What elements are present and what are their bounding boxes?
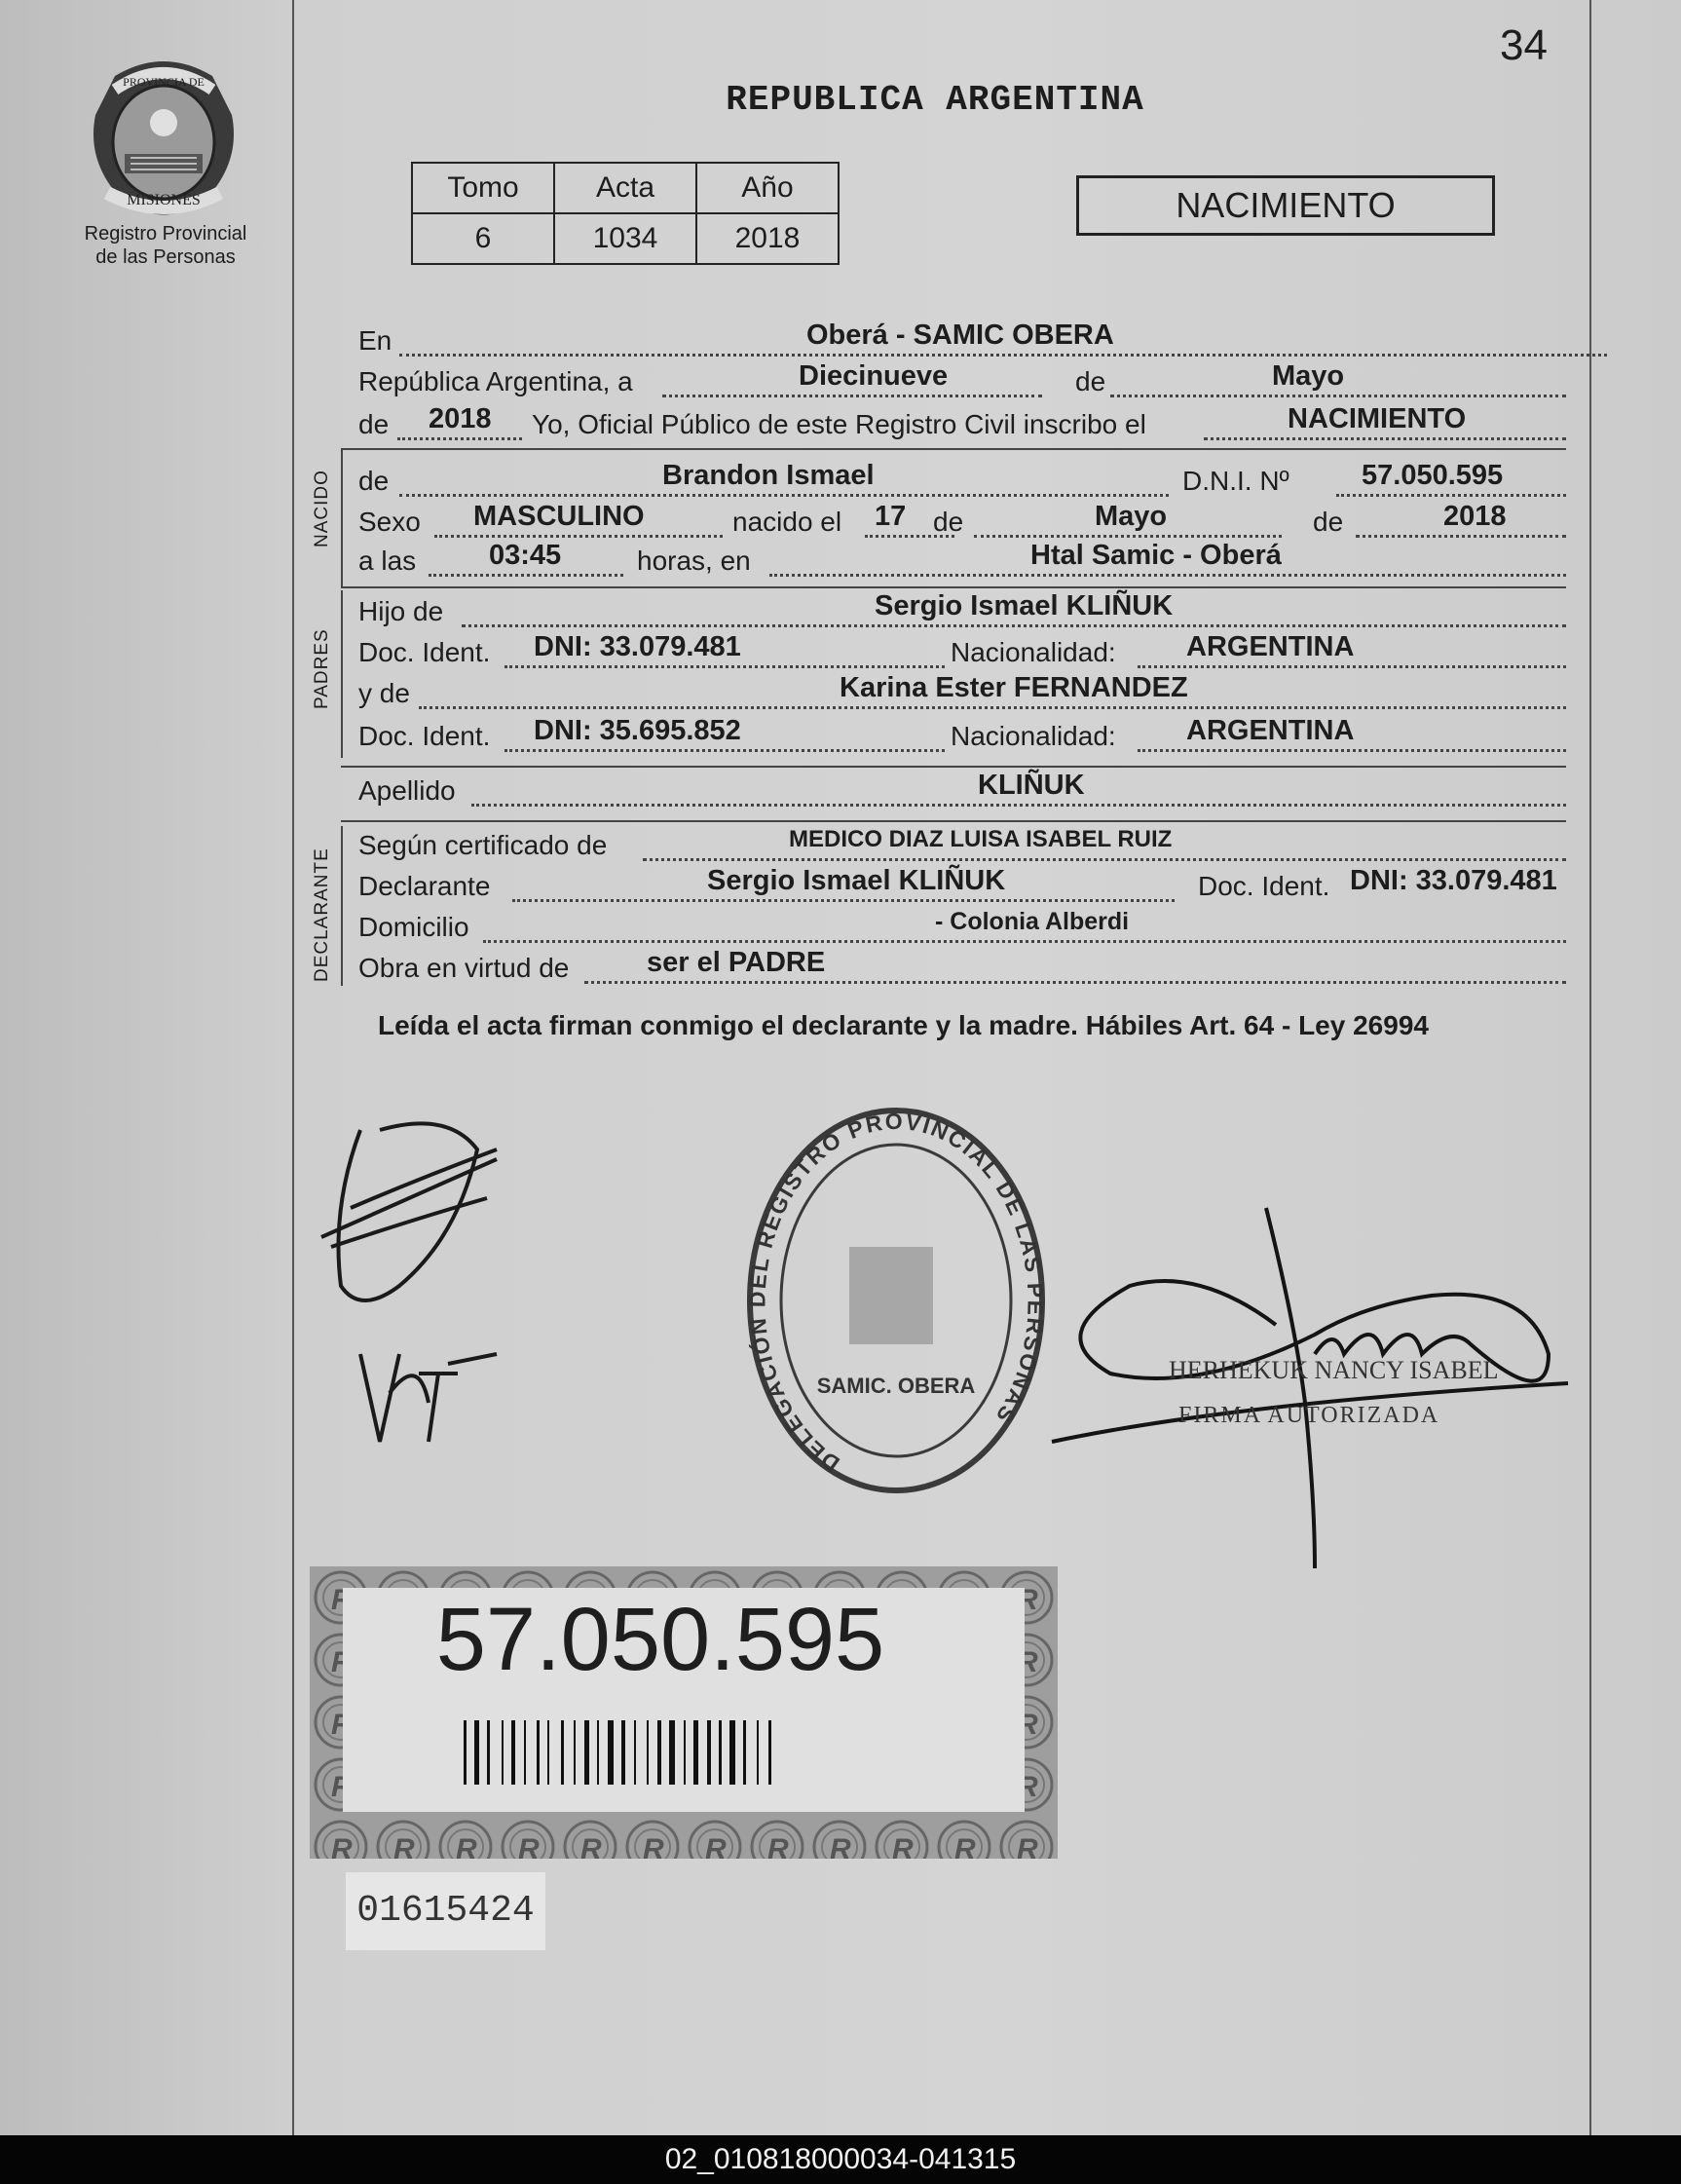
ref-value-tomo: 6 — [412, 213, 554, 264]
value-cert: MEDICO DIAZ LUISA ISABEL RUIZ — [789, 826, 1173, 852]
ref-value-acta: 1034 — [554, 213, 696, 264]
barcode-bar — [547, 1720, 549, 1785]
value-birth-place: Htal Samic - Oberá — [1030, 540, 1282, 571]
value-domicilio: - Colonia Alberdi — [935, 908, 1130, 935]
value-place: Oberá - SAMIC OBERA — [806, 320, 1114, 351]
label-mother-doc: Doc. Ident. — [358, 721, 491, 751]
row-obra — [358, 947, 1566, 988]
section-label-padres: PADRES — [312, 628, 332, 709]
reference-table — [411, 162, 840, 265]
ref-header-acta: Acta — [554, 163, 696, 213]
barcode-bar — [757, 1720, 759, 1785]
barcode-bar — [502, 1720, 504, 1785]
label-en: En — [358, 325, 392, 356]
value-father-doc: DNI: 33.079.481 — [534, 631, 741, 662]
label-de-year: de — [358, 409, 390, 439]
barcode-bar — [634, 1720, 636, 1785]
value-time: 03:45 — [489, 540, 562, 571]
value-apellido: KLIÑUK — [978, 770, 1085, 801]
value-mother-name: Karina Ester FERNANDEZ — [840, 672, 1188, 703]
value-year: 2018 — [429, 403, 492, 434]
row-father-doc — [358, 631, 1566, 672]
delegation-stamp-icon — [740, 1101, 1052, 1500]
label-obra: Obra en virtud de — [358, 953, 570, 983]
barcode-bar — [574, 1720, 576, 1785]
barcode-bar — [693, 1720, 698, 1785]
label-a-las: a las — [358, 546, 417, 576]
footer-id: 02_010818000034-041315 — [0, 2135, 1681, 2184]
label-domicilio: Domicilio — [358, 912, 469, 942]
label-father-doc: Doc. Ident. — [358, 637, 491, 667]
barcode-bar — [768, 1720, 771, 1785]
official-signature-icon — [1042, 1188, 1588, 1578]
closing-text: Leída el acta firman conmigo el declarante y la madre. Hábiles Art. 64 - Ley 26994 — [378, 1010, 1429, 1040]
barcode-bar — [487, 1720, 490, 1785]
page-number: 34 — [1500, 21, 1548, 69]
declarante-bracket — [341, 826, 343, 986]
row-mother — [358, 672, 1566, 713]
barcode-bar — [464, 1720, 467, 1785]
section-label-declarante: DECLARANTE — [312, 847, 332, 982]
row-mother-doc — [358, 715, 1566, 756]
label-mother-nat: Nacionalidad: — [951, 721, 1116, 751]
barcode-bar — [657, 1720, 661, 1785]
label-yo: Yo, Oficial Público de este Registro Civil inscribo el — [532, 409, 1146, 439]
label-republica: República Argentina, a — [358, 366, 633, 396]
seal-caption — [58, 222, 273, 269]
label-cert: Según certificado de — [358, 830, 608, 860]
ref-header-ano: Año — [696, 163, 839, 213]
dni-sticker-number: 57.050.595 — [435, 1590, 885, 1689]
barcode-bar — [684, 1720, 686, 1785]
ref-value-ano: 2018 — [696, 213, 839, 264]
header-title: REPUBLICA ARGENTINA — [726, 80, 1144, 120]
row-place — [358, 320, 1566, 360]
seal-lettering-bottom: MISIONES — [127, 192, 201, 208]
barcode-bar — [621, 1720, 625, 1785]
label-horas: horas, en — [637, 546, 751, 576]
row-declarante — [358, 865, 1566, 906]
padres-bracket — [341, 590, 343, 758]
seal-lettering-top: PROVINCIA DE — [123, 75, 205, 89]
label-declarante-doc: Doc. Ident. — [1198, 871, 1330, 901]
row-apellido — [358, 770, 1566, 810]
value-mother-doc: DNI: 35.695.852 — [534, 715, 741, 746]
barcode-bar — [584, 1720, 589, 1785]
row-time-place — [358, 540, 1566, 581]
barcode-bar — [561, 1720, 564, 1785]
province-seal-icon — [86, 56, 242, 222]
value-obra: ser el PADRE — [647, 947, 826, 978]
label-father-nat: Nacionalidad: — [951, 637, 1116, 667]
label-dni: D.N.I. Nº — [1182, 466, 1289, 496]
row-cert — [358, 826, 1566, 865]
stamp-inner-text: SAMIC. OBERA — [816, 1374, 976, 1398]
barcode-bar — [719, 1720, 722, 1785]
label-de: de — [1075, 366, 1106, 396]
value-birth-year: 2018 — [1443, 501, 1507, 532]
official-role: FIRMA AUTORIZADA — [1178, 1403, 1440, 1428]
barcode-bar — [511, 1720, 515, 1785]
mother-signature-icon — [341, 1335, 516, 1451]
act-type-box: NACIMIENTO — [1076, 175, 1495, 236]
barcode-bar — [597, 1720, 599, 1785]
nacido-bracket — [341, 450, 343, 586]
serial-number: 01615424 — [346, 1872, 545, 1950]
barcode-bar — [537, 1720, 540, 1785]
barcode-bar — [474, 1720, 479, 1785]
value-father-nat: ARGENTINA — [1186, 631, 1355, 662]
barcode-bar — [524, 1720, 526, 1785]
row-name — [358, 460, 1566, 501]
official-name: HERHEKUK NANCY ISABEL — [1169, 1356, 1499, 1384]
label-de-month: de — [933, 507, 964, 537]
barcode-bar — [729, 1720, 735, 1785]
value-day-text: Diecinueve — [799, 360, 949, 392]
stamp-outer-text: DELEGACIÓN DEL REGISTRO PROVINCIAL DE LAS PERSONAS — [744, 1108, 1049, 1477]
value-child-name: Brandon Ismael — [662, 460, 875, 491]
value-month: Mayo — [1272, 360, 1345, 392]
label-sexo: Sexo — [358, 507, 421, 537]
divider-1 — [341, 448, 1566, 450]
row-sex-birth — [358, 501, 1566, 542]
label-declarante: Declarante — [358, 871, 491, 901]
value-mother-nat: ARGENTINA — [1186, 715, 1355, 746]
row-domicilio — [358, 908, 1566, 947]
label-de-name: de — [358, 466, 390, 496]
divider-3 — [341, 766, 1566, 768]
section-label-nacido: NACIDO — [312, 470, 332, 547]
barcode-bar — [707, 1720, 711, 1785]
right-margin-line — [1589, 0, 1591, 2135]
row-date — [358, 360, 1566, 401]
value-inscription: NACIMIENTO — [1288, 403, 1467, 434]
value-child-dni: 57.050.595 — [1362, 460, 1504, 491]
value-declarante-doc: DNI: 33.079.481 — [1350, 865, 1557, 896]
barcode-bar — [743, 1720, 746, 1785]
seal-caption-line1: Registro Provincial — [84, 223, 247, 245]
row-year — [358, 403, 1566, 444]
barcode-bar — [608, 1720, 614, 1785]
dni-sticker-graphic — [310, 1566, 1058, 1859]
barcode-bar — [647, 1720, 649, 1785]
row-father — [358, 590, 1566, 631]
divider-2 — [341, 586, 1566, 588]
label-apellido: Apellido — [358, 775, 456, 806]
value-birth-day: 17 — [875, 501, 907, 532]
left-margin-line — [292, 0, 294, 2135]
dni-sticker — [310, 1566, 1058, 1859]
label-hijo-de: Hijo de — [358, 596, 444, 626]
value-declarante: Sergio Ismael KLIÑUK — [707, 865, 1006, 896]
label-y-de: y de — [358, 678, 410, 708]
label-de-birth-year: de — [1313, 507, 1344, 537]
value-sexo: MASCULINO — [473, 501, 645, 532]
divider-4 — [341, 820, 1566, 822]
value-birth-month: Mayo — [1095, 501, 1168, 532]
seal-caption-line2: de las Personas — [95, 246, 236, 268]
ref-header-tomo: Tomo — [412, 163, 554, 213]
value-father-name: Sergio Ismael KLIÑUK — [875, 590, 1174, 621]
barcode-bar — [669, 1720, 675, 1785]
declarant-signature-icon — [302, 1091, 516, 1325]
label-nacido-el: nacido el — [732, 507, 842, 537]
